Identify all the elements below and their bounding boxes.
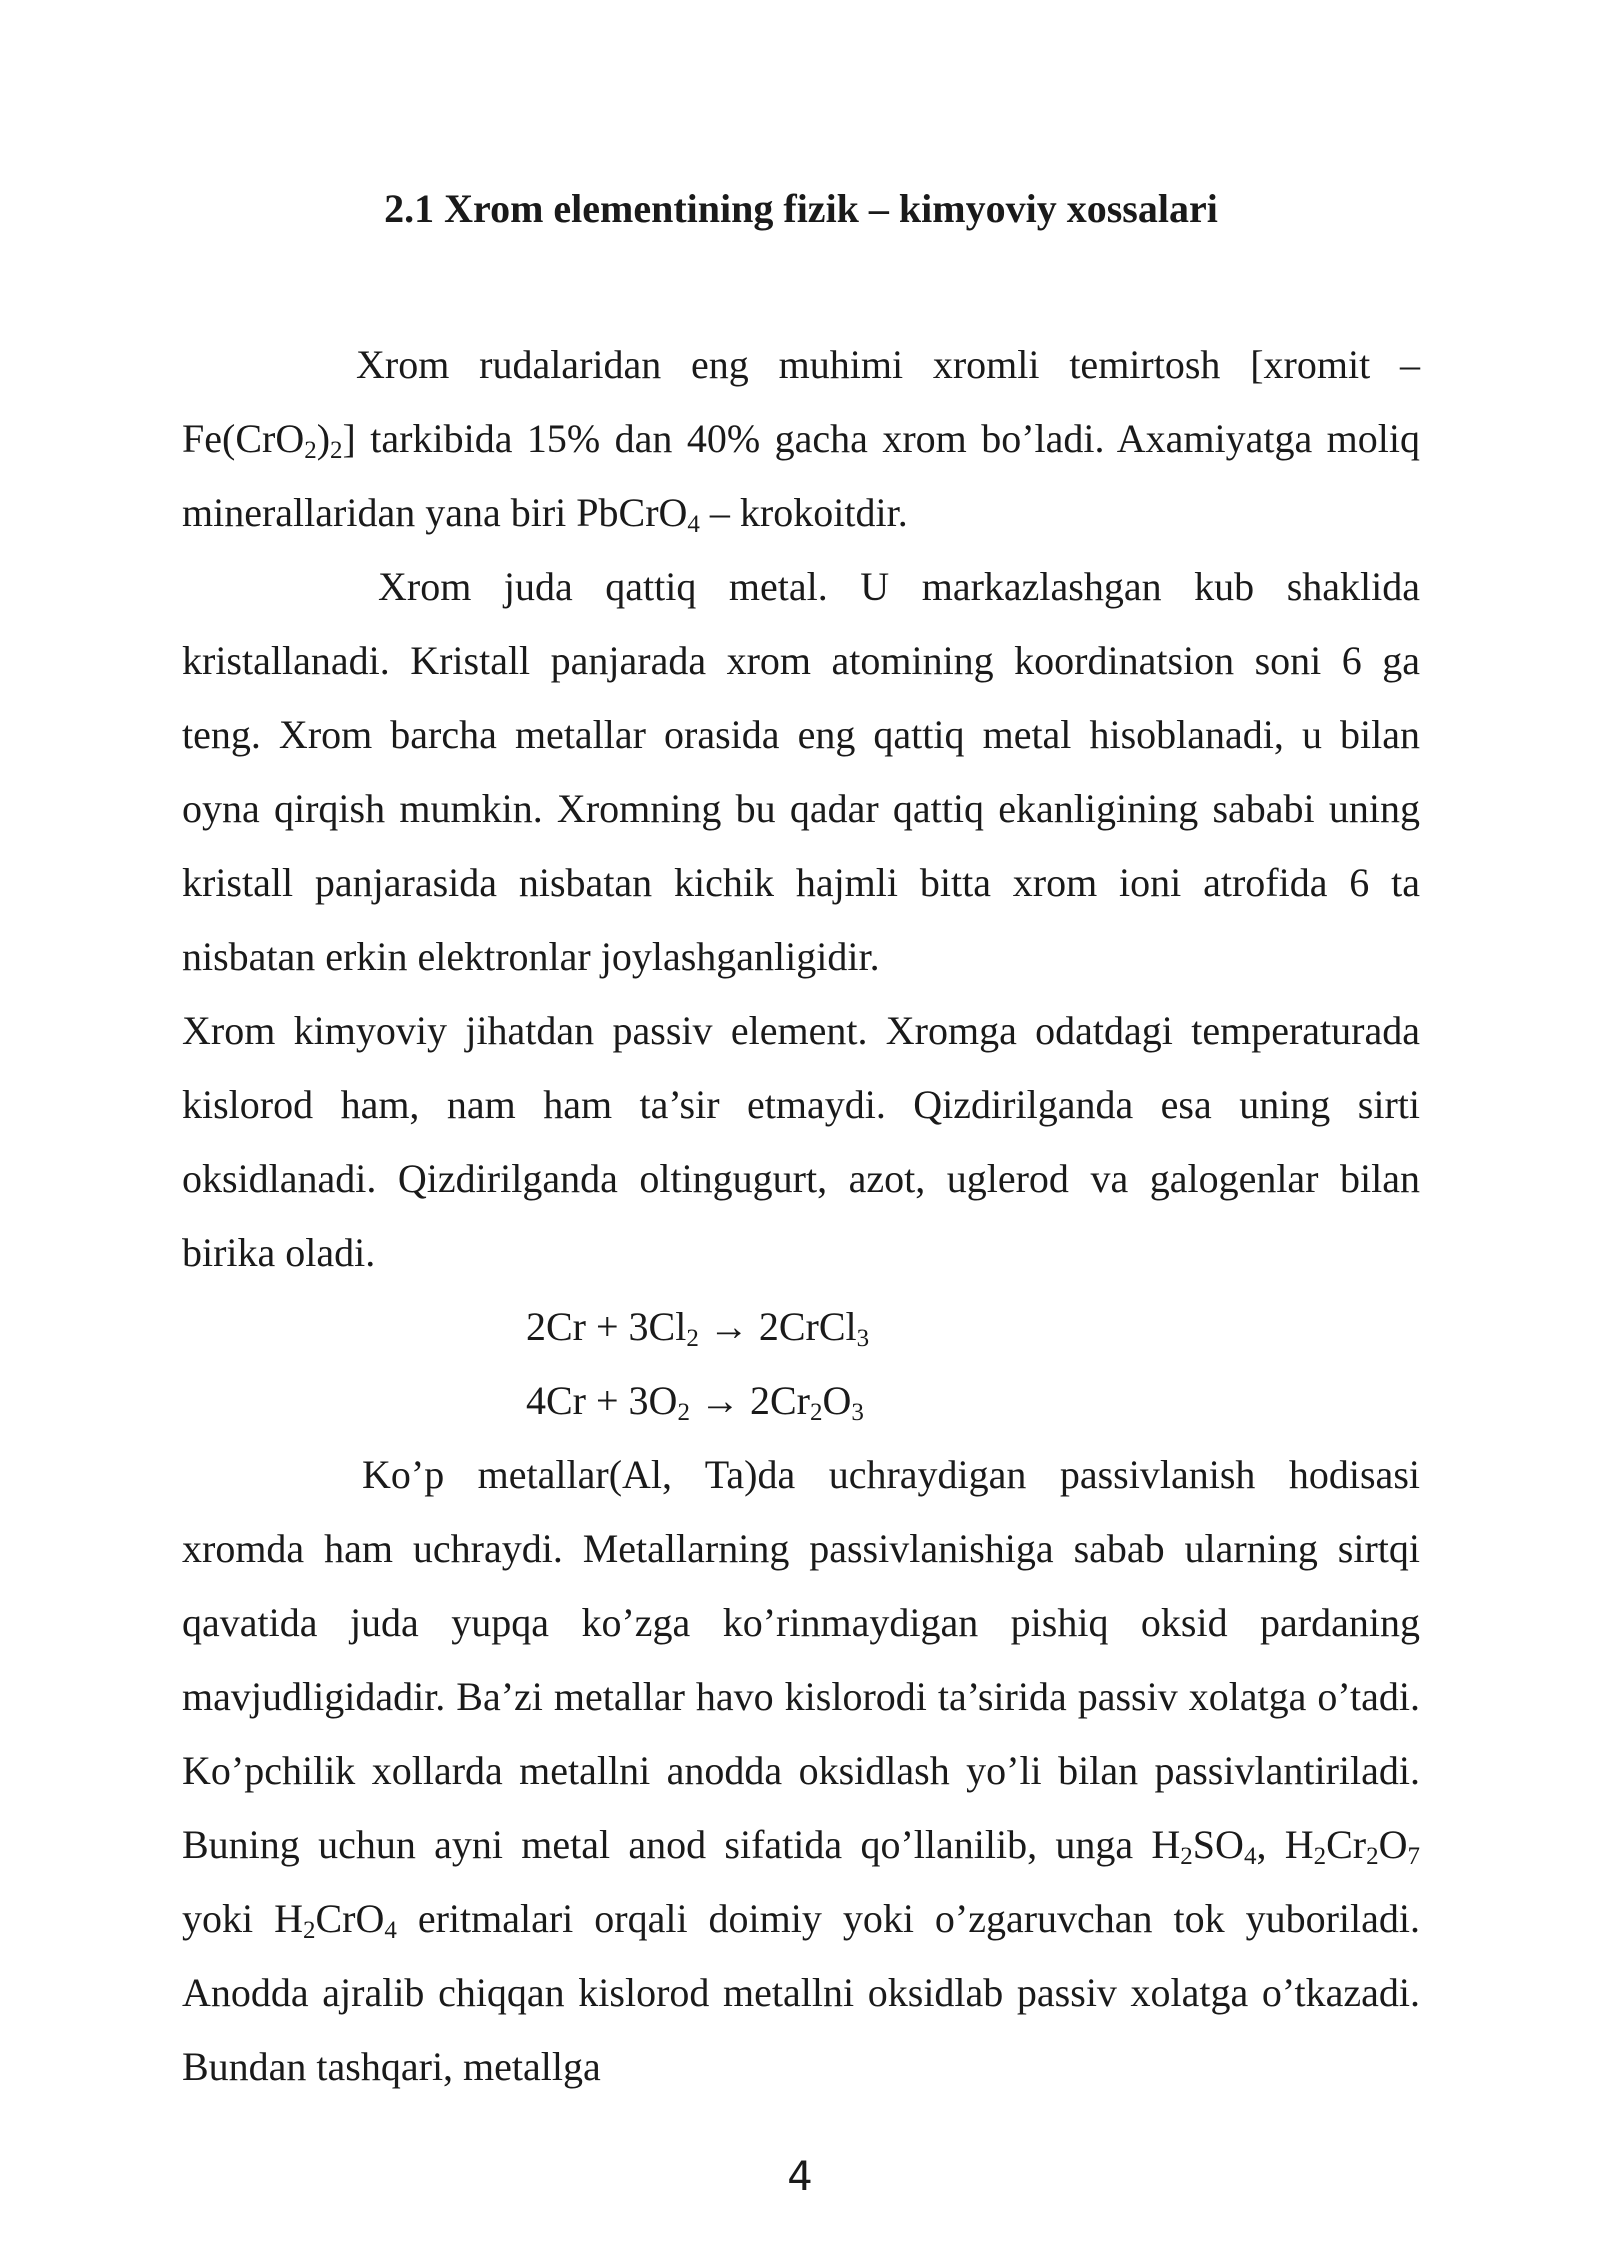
- paragraph-hardness: Xrom juda qattiq metal. U markazlashgan kub shaklida kristallanadi. Kristall panjarada xrom atomining koordinatsion soni 6 ga teng. Xrom barcha metallar orasida eng qattiq metal hisoblanadi, u bilan oyna qirqish mumkin. Xromning bu qadar qattiq ekanligining sababi uning kristall panjarasida nisbatan kichik hajmli bitta xrom ioni atrofida 6 ta nisbatan erkin elektronlar joylashganligidir.: [182, 564, 1420, 979]
- text-run: CrO: [315, 1896, 385, 1941]
- subscript: 2: [809, 1399, 823, 1426]
- subscript: 4: [384, 1917, 397, 1944]
- subscript: 2: [1313, 1843, 1327, 1870]
- text-run: O: [822, 1378, 852, 1423]
- subscript: 2: [1180, 1843, 1193, 1870]
- text-run: Xrom rudalaridan eng muhimi xromli temirtosh [xromit – Fe(CrO: [182, 342, 1420, 461]
- section-title: 2.1 Xrom elementining fizik – kimyoviy xossalari: [384, 186, 1218, 231]
- equation-oxygen: [182, 1364, 1420, 1438]
- text-run: O: [1378, 1822, 1408, 1867]
- text-run: Cr: [1326, 1822, 1367, 1867]
- text-run: 2Cr: [749, 1378, 810, 1423]
- text-run: ): [316, 416, 331, 461]
- text-run: – krokoitdir.: [699, 490, 908, 535]
- paragraph-chemical-passivity: Xrom kimyoviy jihatdan passiv element. Xromga odatdagi temperaturada kislorod ham, nam ham ta’sir etmaydi. Qizdirilganda esa uning sirti oksidlanadi. Qizdirilganda oltingugurt, azot, uglerod va galogenlar bilan birika oladi.: [182, 1008, 1420, 1275]
- arrow-symbol: →: [698, 1304, 759, 1349]
- paragraph-xromit: [182, 328, 1420, 550]
- text-run: 2CrCl: [758, 1304, 857, 1349]
- document-page: [182, 0, 1420, 2262]
- text-run: 4Cr + 3O: [526, 1378, 678, 1423]
- equation-chlorine: [182, 1290, 1420, 1364]
- subscript: 3: [856, 1325, 870, 1352]
- arrow-symbol: →: [689, 1378, 750, 1423]
- paragraph-passivation: [182, 1438, 1420, 2104]
- subscript: 2: [302, 1917, 316, 1944]
- text-run: ] tarkibida 15% dan 40% gacha xrom bo’ladi. Axamiyatga moliq minerallaridan yana biri PbCrO: [182, 416, 1420, 535]
- document-body: [182, 328, 1420, 2104]
- subscript: 2: [330, 437, 343, 464]
- text-run: , H: [1256, 1822, 1314, 1867]
- subscript: 2: [677, 1399, 690, 1426]
- subscript: 2: [686, 1325, 699, 1352]
- page-number: 4: [787, 2154, 813, 2200]
- text-run: SO: [1192, 1822, 1244, 1867]
- text-run: eritmalari orqali doimiy yoki o’zgaruvchan tok yuboriladi. Anodda ajralib chiqqan kislorod metallni oksidlab passiv xolatga o’tkazadi. Bundan tashqari, metallga: [182, 1896, 1421, 2089]
- text-run: 2Cr + 3Cl: [526, 1304, 687, 1349]
- text-run: Ko’p metallar(Al, Ta)da uchraydigan passivlanish hodisasi xromda ham uchraydi. Metallarning passivlanishiga sabab ularning sirtqi qavatida juda yupqa ko’zga ko’rinmaydigan pishiq oksid pardaning mavjudligidadir. Ba’zi metallar havo kislorodi ta’sirida passiv xolatga o’tadi. Ko’pchilik xollarda metallni anodda oksidlash yo’li bilan passivlantiriladi. Buning uchun ayni metal anod sifatida qo’llanilib, unga H: [182, 1452, 1420, 1867]
- subscript: 4: [1243, 1843, 1257, 1870]
- text-run: yoki H: [182, 1896, 303, 1941]
- subscript: 7: [1407, 1843, 1420, 1870]
- subscript: 3: [851, 1399, 864, 1426]
- subscript: 2: [304, 437, 317, 464]
- subscript: 2: [1366, 1843, 1379, 1870]
- subscript: 4: [687, 511, 700, 538]
